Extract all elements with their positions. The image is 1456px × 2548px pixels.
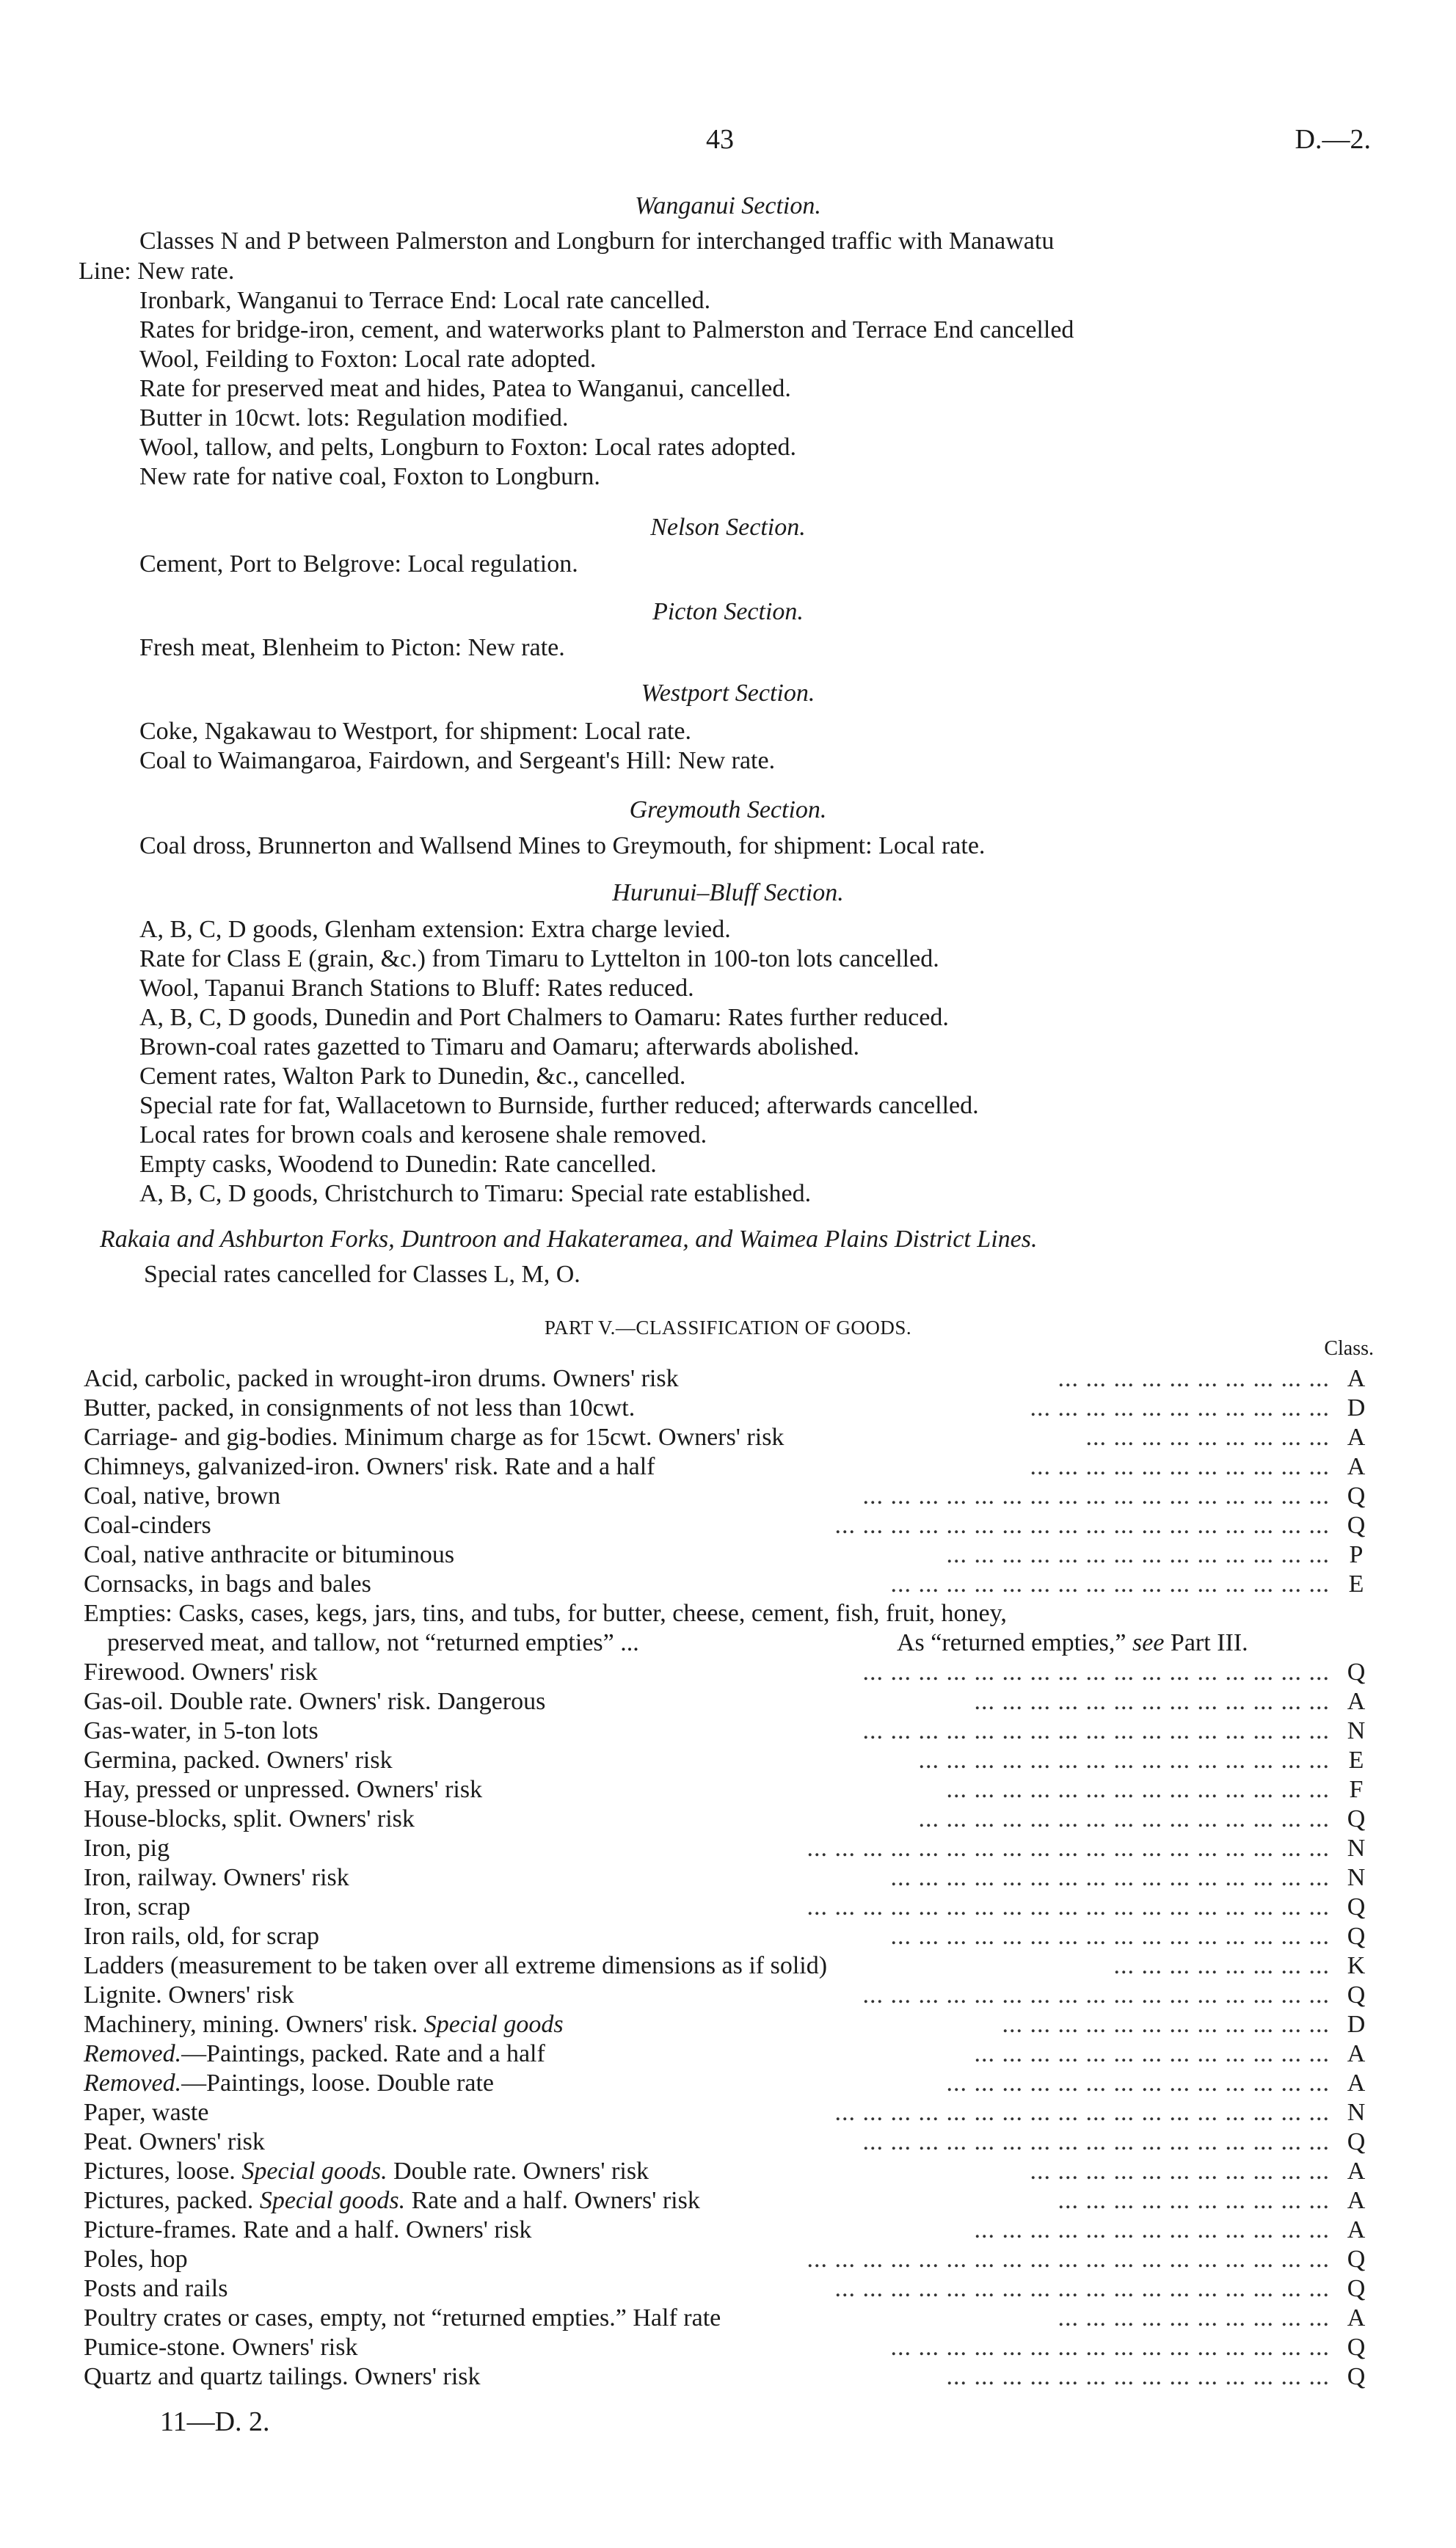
hurunui-line: Wool, Tapanui Branch Stations to Bluff: Rates reduced. xyxy=(139,975,694,1002)
row-class: A xyxy=(1347,1453,1366,1480)
row-item: —Paintings, loose. Double rate xyxy=(181,2070,494,2097)
table-row xyxy=(84,2158,1375,2187)
table-row xyxy=(84,2011,1375,2040)
table-row xyxy=(84,1864,1375,1893)
row-item: Peat. Owners' risk xyxy=(84,2128,265,2155)
leader-dots: ... ... ... ... ... ... ... ... ... ... ... ... ... ... ... ... xyxy=(890,1923,1330,1950)
row-class: A xyxy=(1347,2216,1366,2243)
leader-dots: ... ... ... ... ... ... ... ... ... ... ... xyxy=(1030,2158,1330,2185)
row-item-group xyxy=(84,2187,700,2215)
leader-dots: ... ... ... ... ... ... ... ... ... ... xyxy=(1058,1365,1330,1392)
document-reference: D.—2. xyxy=(1295,124,1371,155)
table-row xyxy=(84,2099,1375,2128)
hurunui-line: Special rate for fat, Wallacetown to Burnside, further reduced; afterwards cancelled. xyxy=(139,1092,979,1119)
row-class: E xyxy=(1348,1570,1364,1598)
leader-dots: ... ... ... ... ... ... ... ... xyxy=(1113,1952,1330,1979)
table-row xyxy=(84,1835,1375,1864)
table-row-empties-continued xyxy=(84,1629,1375,1659)
table-row xyxy=(84,1424,1375,1453)
greymouth-section-heading: Greymouth Section. xyxy=(629,796,827,823)
returned-empties-note: As “returned empties,” xyxy=(897,1629,1126,1656)
nelson-section-heading: Nelson Section. xyxy=(650,514,806,541)
table-row xyxy=(84,1512,1375,1541)
row-class: A xyxy=(1347,1688,1366,1715)
row-item: Lignite. Owners' risk xyxy=(84,1981,294,2009)
sheet-signature: 11—D. 2. xyxy=(160,2406,270,2437)
table-row xyxy=(84,1923,1375,1952)
row-item: preserved meat, and tallow, not “returned empties” ... xyxy=(107,1629,639,1656)
leader-dots: ... ... ... ... ... ... ... ... ... ... ... ... ... ... xyxy=(946,1776,1330,1803)
table-row xyxy=(84,1805,1375,1835)
row-class: Q xyxy=(1347,1923,1366,1950)
leader-dots: ... ... ... ... ... ... ... ... ... ... ... ... ... ... xyxy=(946,2070,1330,2097)
table-row xyxy=(84,2246,1375,2275)
row-item: Butter, packed, in consignments of not less than 10cwt. xyxy=(84,1394,636,1422)
hurunui-line: A, B, C, D goods, Dunedin and Port Chalmers to Oamaru: Rates further reduced. xyxy=(139,1004,949,1031)
hurunui-line: Empty casks, Woodend to Dunedin: Rate cancelled. xyxy=(139,1151,657,1178)
rakaia-section-heading: Rakaia and Ashburton Forks, Duntroon and Hakateramea, and Waimea Plains District Lines. xyxy=(100,1226,1038,1253)
leader-dots: ... ... ... ... ... ... ... ... ... ... ... ... ... ... ... xyxy=(918,1805,1330,1832)
table-row xyxy=(84,1688,1375,1717)
leader-dots: ... ... ... ... ... ... ... ... ... ... ... ... ... ... ... ... ... xyxy=(862,1482,1330,1510)
table-row xyxy=(84,1952,1375,1981)
row-item: Posts and rails xyxy=(84,2275,228,2302)
removed-label: Removed. xyxy=(84,2070,182,2097)
removed-label: Removed. xyxy=(84,2040,182,2067)
picton-line: Fresh meat, Blenheim to Picton: New rate. xyxy=(139,634,565,661)
row-class: Q xyxy=(1347,1805,1366,1832)
greymouth-line: Coal dross, Brunnerton and Wallsend Mines to Greymouth, for shipment: Local rate. xyxy=(139,832,986,859)
class-column-heading: Class. xyxy=(1324,1337,1374,1360)
row-class: Q xyxy=(1347,1512,1366,1539)
leader-dots: ... ... ... ... ... ... ... ... ... ... ... ... ... ... ... ... ... xyxy=(862,1717,1330,1744)
leader-dots: ... ... ... ... ... ... ... ... ... ... ... ... ... ... ... ... ... ... ... xyxy=(807,2246,1330,2273)
row-item: Picture-frames. Rate and a half. Owners' risk xyxy=(84,2216,532,2243)
row-class: N xyxy=(1347,2099,1366,2126)
leader-dots: ... ... ... ... ... ... ... ... ... ... ... ... ... ... ... ... ... ... xyxy=(834,2275,1330,2302)
row-item-special: Special goods. xyxy=(259,2187,406,2214)
row-item: Poles, hop xyxy=(84,2246,188,2273)
leader-dots: ... ... ... ... ... ... ... ... ... ... ... ... ... xyxy=(974,2040,1330,2067)
row-item: —Paintings, packed. Rate and a half xyxy=(181,2040,545,2067)
row-class: K xyxy=(1347,1952,1366,1979)
leader-dots: ... ... ... ... ... ... ... ... ... ... ... ... ... ... ... ... ... ... ... xyxy=(807,1893,1330,1921)
row-class-note xyxy=(897,1629,1248,1657)
row-item: Carriage- and gig-bodies. Minimum charge as for 15cwt. Owners' risk xyxy=(84,1424,785,1451)
table-row xyxy=(84,1981,1375,2011)
table-row xyxy=(84,1747,1375,1776)
picton-section-heading: Picton Section. xyxy=(652,598,804,625)
westport-line: Coal to Waimangaroa, Fairdown, and Sergeant's Hill: New rate. xyxy=(139,747,776,774)
row-class: Q xyxy=(1347,2246,1366,2273)
row-item: Iron, railway. Owners' risk xyxy=(84,1864,349,1891)
row-class: N xyxy=(1347,1835,1366,1862)
leader-dots: ... ... ... ... ... ... ... ... ... ... ... ... ... ... ... xyxy=(918,1747,1330,1774)
row-class: N xyxy=(1347,1864,1366,1891)
row-class: A xyxy=(1347,2070,1366,2097)
row-item: Machinery, mining. Owners' risk. xyxy=(84,2011,418,2038)
table-row xyxy=(84,2040,1375,2070)
see-note: see xyxy=(1132,1629,1165,1656)
leader-dots: ... ... ... ... ... ... ... ... ... ... ... ... ... ... ... ... xyxy=(890,1864,1330,1891)
row-item: Paper, waste xyxy=(84,2099,209,2126)
leader-dots: ... ... ... ... ... ... ... ... ... ... ... ... ... ... ... ... ... ... xyxy=(834,1512,1330,1539)
table-row xyxy=(84,2187,1375,2216)
wanganui-line: Butter in 10cwt. lots: Regulation modified. xyxy=(139,404,569,432)
leader-dots: ... ... ... ... ... ... ... ... ... ... xyxy=(1058,2187,1330,2214)
table-row xyxy=(84,1541,1375,1570)
row-item: Cornsacks, in bags and bales xyxy=(84,1570,371,1598)
row-class: E xyxy=(1348,1747,1364,1774)
rakaia-line: Special rates cancelled for Classes L, M, O. xyxy=(144,1261,580,1288)
row-class: P xyxy=(1349,1541,1364,1568)
leader-dots: ... ... ... ... ... ... ... ... ... ... ... xyxy=(1030,1394,1330,1422)
hurunui-line: A, B, C, D goods, Glenham extension: Extra charge levied. xyxy=(139,916,731,943)
row-item: Quartz and quartz tailings. Owners' risk xyxy=(84,2363,481,2390)
hurunui-line: Local rates for brown coals and kerosene shale removed. xyxy=(139,1121,707,1149)
row-item: Empties: Casks, cases, kegs, jars, tins, and tubs, for butter, cheese, cement, fish, fruit, honey, xyxy=(84,1600,1007,1627)
row-item: Rate and a half. Owners' risk xyxy=(411,2187,700,2214)
westport-line: Coke, Ngakawau to Westport, for shipment: Local rate. xyxy=(139,718,691,745)
table-row xyxy=(84,1717,1375,1747)
leader-dots: ... ... ... ... ... ... ... ... ... ... ... ... ... xyxy=(974,2216,1330,2243)
table-row xyxy=(84,1893,1375,1923)
row-item: Gas-oil. Double rate. Owners' risk. Dangerous xyxy=(84,1688,546,1715)
table-row xyxy=(84,1776,1375,1805)
wanganui-line: Wool, Feilding to Foxton: Local rate adopted. xyxy=(139,346,597,373)
part-reference: Part III. xyxy=(1170,1629,1248,1656)
row-class: A xyxy=(1347,1365,1366,1392)
row-item-special: Special goods xyxy=(423,2011,564,2038)
row-class: A xyxy=(1347,2187,1366,2214)
leader-dots: ... ... ... ... ... ... ... ... ... ... ... xyxy=(1030,1453,1330,1480)
wanganui-line: New rate for native coal, Foxton to Longburn. xyxy=(139,463,600,490)
table-row xyxy=(84,1394,1375,1424)
leader-dots: ... ... ... ... ... ... ... ... ... ... ... ... ... xyxy=(974,1688,1330,1715)
westport-section-heading: Westport Section. xyxy=(641,680,815,707)
row-class: A xyxy=(1347,1424,1366,1451)
leader-dots: ... ... ... ... ... ... ... ... ... ... ... ... xyxy=(1002,2011,1330,2038)
leader-dots: ... ... ... ... ... ... ... ... ... ... xyxy=(1058,2304,1330,2332)
row-item: Pictures, packed. xyxy=(84,2187,254,2214)
leader-dots: ... ... ... ... ... ... ... ... ... ... ... ... ... ... ... ... ... xyxy=(862,1981,1330,2009)
row-item: Pictures, loose. xyxy=(84,2158,236,2185)
leader-dots: ... ... ... ... ... ... ... ... ... ... ... ... ... ... ... ... ... xyxy=(862,2128,1330,2155)
row-item: Gas-water, in 5-ton lots xyxy=(84,1717,318,1744)
wanganui-line: Rates for bridge-iron, cement, and waterworks plant to Palmerston and Terrace End cancelled xyxy=(139,316,1074,343)
wanganui-line: Line: New rate. xyxy=(79,258,235,285)
leader-dots: ... ... ... ... ... ... ... ... ... ... ... ... ... ... ... ... ... ... ... xyxy=(807,1835,1330,1862)
row-item: Firewood. Owners' risk xyxy=(84,1659,318,1686)
table-row xyxy=(84,1453,1375,1482)
row-item: Iron rails, old, for scrap xyxy=(84,1923,320,1950)
row-item: House-blocks, split. Owners' risk xyxy=(84,1805,415,1832)
row-item: Iron, scrap xyxy=(84,1893,191,1921)
table-row xyxy=(84,1365,1375,1394)
leader-dots: ... ... ... ... ... ... ... ... ... ... ... ... ... ... xyxy=(946,1541,1330,1568)
table-row xyxy=(84,2304,1375,2334)
row-class: Q xyxy=(1347,1893,1366,1921)
hurunui-bluff-section-heading: Hurunui–Bluff Section. xyxy=(612,879,844,906)
row-class: Q xyxy=(1347,1482,1366,1510)
row-item: Poultry crates or cases, empty, not “returned empties.” Half rate xyxy=(84,2304,721,2332)
row-class: Q xyxy=(1347,2275,1366,2302)
table-row xyxy=(84,1659,1375,1688)
nelson-line: Cement, Port to Belgrove: Local regulation. xyxy=(139,550,578,578)
leader-dots: ... ... ... ... ... ... ... ... ... ... ... ... ... ... xyxy=(946,2363,1330,2390)
leader-dots: ... ... ... ... ... ... ... ... ... xyxy=(1085,1424,1330,1451)
part-v-title: PART V.—CLASSIFICATION OF GOODS. xyxy=(544,1317,912,1339)
row-item: Iron, pig xyxy=(84,1835,170,1862)
row-item-group xyxy=(84,2011,564,2039)
leader-dots: ... ... ... ... ... ... ... ... ... ... ... ... ... ... ... ... xyxy=(890,2334,1330,2361)
table-row xyxy=(84,2216,1375,2246)
table-row-empties xyxy=(84,1600,1375,1629)
hurunui-line: Rate for Class E (grain, &c.) from Timaru to Lyttelton in 100-ton lots cancelled. xyxy=(139,945,939,972)
row-item: Double rate. Owners' risk xyxy=(393,2158,649,2185)
table-row xyxy=(84,2128,1375,2158)
hurunui-line: A, B, C, D goods, Christchurch to Timaru: Special rate established. xyxy=(139,1180,812,1207)
row-item-group xyxy=(84,2158,649,2185)
table-row xyxy=(84,2334,1375,2363)
row-class: D xyxy=(1347,1394,1366,1422)
row-item: Hay, pressed or unpressed. Owners' risk xyxy=(84,1776,483,1803)
row-item: Pumice-stone. Owners' risk xyxy=(84,2334,358,2361)
row-item: Ladders (measurement to be taken over all extreme dimensions as if solid) xyxy=(84,1952,828,1979)
row-item: Coal, native anthracite or bituminous xyxy=(84,1541,455,1568)
wanganui-line: Rate for preserved meat and hides, Patea to Wanganui, cancelled. xyxy=(139,375,791,402)
table-row xyxy=(84,1570,1375,1600)
leader-dots: ... ... ... ... ... ... ... ... ... ... ... ... ... ... ... ... ... ... xyxy=(834,2099,1330,2126)
wanganui-line: Wool, tallow, and pelts, Longburn to Foxton: Local rates adopted. xyxy=(139,434,796,461)
row-class: N xyxy=(1347,1717,1366,1744)
row-class: A xyxy=(1347,2158,1366,2185)
hurunui-line: Brown-coal rates gazetted to Timaru and Oamaru; afterwards abolished. xyxy=(139,1033,859,1060)
table-row xyxy=(84,2070,1375,2099)
page-number: 43 xyxy=(706,124,734,155)
row-item: Coal-cinders xyxy=(84,1512,211,1539)
row-item: Chimneys, galvanized-iron. Owners' risk. Rate and a half xyxy=(84,1453,655,1480)
row-item: Coal, native, brown xyxy=(84,1482,281,1510)
row-class: Q xyxy=(1347,1659,1366,1686)
row-item: Acid, carbolic, packed in wrought-iron drums. Owners' risk xyxy=(84,1365,679,1392)
table-row xyxy=(84,2275,1375,2304)
table-row xyxy=(84,1482,1375,1512)
row-class: Q xyxy=(1347,2363,1366,2390)
wanganui-section-heading: Wanganui Section. xyxy=(635,192,821,219)
row-item-group xyxy=(84,2070,494,2097)
row-class: Q xyxy=(1347,1981,1366,2009)
leader-dots: ... ... ... ... ... ... ... ... ... ... ... ... ... ... ... ... xyxy=(890,1570,1330,1598)
wanganui-line: Ironbark, Wanganui to Terrace End: Local rate cancelled. xyxy=(139,287,711,314)
row-class: A xyxy=(1347,2304,1366,2332)
row-class: A xyxy=(1347,2040,1366,2067)
wanganui-line: Classes N and P between Palmerston and Longburn for interchanged traffic with Manawatu xyxy=(139,228,1055,255)
row-class: Q xyxy=(1347,2334,1366,2361)
row-class: F xyxy=(1349,1776,1364,1803)
hurunui-line: Cement rates, Walton Park to Dunedin, &c., cancelled. xyxy=(139,1063,686,1090)
row-item: Germina, packed. Owners' risk xyxy=(84,1747,393,1774)
leader-dots: ... ... ... ... ... ... ... ... ... ... ... ... ... ... ... ... ... xyxy=(862,1659,1330,1686)
row-class: Q xyxy=(1347,2128,1366,2155)
row-item-special: Special goods. xyxy=(241,2158,387,2185)
row-item-group xyxy=(84,2040,545,2068)
table-row xyxy=(84,2363,1375,2392)
row-class: D xyxy=(1347,2011,1366,2038)
